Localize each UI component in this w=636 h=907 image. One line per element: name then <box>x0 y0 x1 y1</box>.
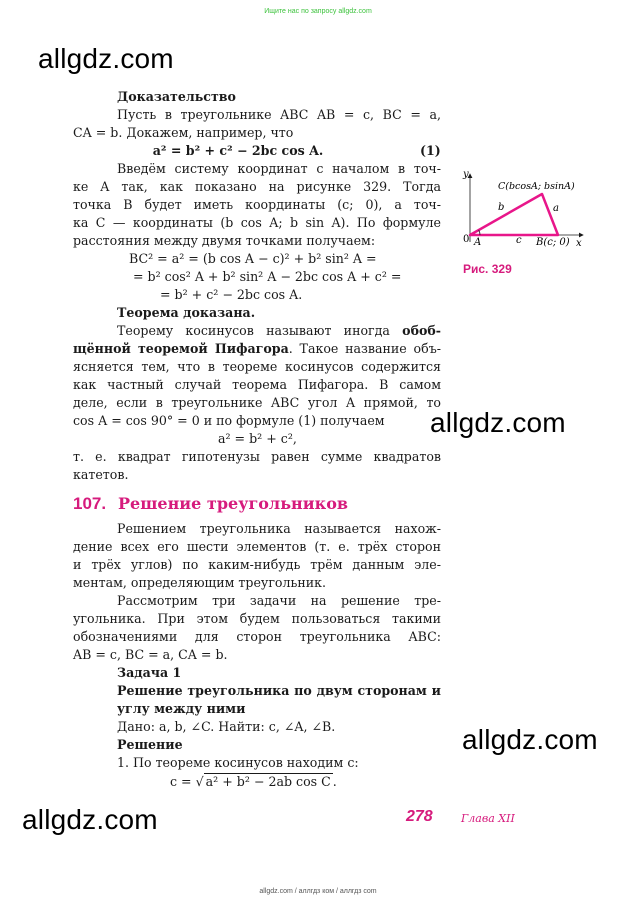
label-c-vertex: C(bcosA; bsinA) <box>498 181 575 192</box>
text-line: дение всех его шести элементов (т. е. трёх сторон <box>73 539 441 554</box>
text-line: как частный случай теорема Пифагора. В самом <box>73 377 441 392</box>
text-line <box>73 322 441 340</box>
bottom-link[interactable]: allgdz.com / аллгдз ком / аллгдз com <box>259 888 377 895</box>
task-subtitle: Решение треугольника по двум сторонам и <box>117 683 441 698</box>
watermark: allgdz.com <box>22 804 158 835</box>
formula-c <box>170 773 538 791</box>
text-span: c = <box>170 774 196 789</box>
equation-line: BC² = a² = (b cos A − c)² + b² sin² A = <box>129 251 377 266</box>
label-side-b: b <box>498 202 505 213</box>
equation-line: = b² cos² A + b² sin² A − 2bc cos A + c² = <box>133 269 402 284</box>
label-x: x <box>576 238 582 249</box>
solution-step: 1. По теореме косинусов находим c: <box>117 755 359 770</box>
text-line: ясняется тем, что в теореме косинусов содержится <box>73 359 441 374</box>
label-a-vertex: A <box>474 237 482 248</box>
label-side-a: a <box>553 203 559 214</box>
term-bold: щённой теоремой Пифагора <box>73 341 289 356</box>
figure-329 <box>455 162 595 252</box>
task-subtitle: углу между ними <box>117 701 246 716</box>
label-y: y <box>463 169 469 180</box>
text-line: Введём систему координат с началом в точ- <box>117 161 441 176</box>
watermark: allgdz.com <box>38 43 174 74</box>
text-span: Теорему косинусов называют иногда <box>117 323 403 338</box>
watermark: allgdz.com <box>430 407 566 438</box>
text-line <box>73 340 441 358</box>
label-side-c: c <box>516 235 522 246</box>
text-line: обозначениями для сторон треугольника ABC: <box>73 629 441 644</box>
text-line: т. е. квадрат гипотенузы равен сумме квадратов <box>73 449 441 464</box>
equation-line: a² = b² + c², <box>218 431 297 446</box>
text-line: расстояния между двумя точками получаем: <box>73 233 376 248</box>
solution-title: Решение <box>117 737 183 752</box>
sqrt-symbol: √ <box>195 774 204 789</box>
text-line: ке A так, как показано на рисунке 329. Тогда <box>73 179 441 194</box>
text-span: . Такое название объ- <box>288 341 441 356</box>
text-line: Рассмотрим три задачи на решение тре- <box>117 593 441 608</box>
task-given: Дано: a, b, ∠C. Найти: c, ∠A, ∠B. <box>117 719 336 734</box>
text-line: и трёх углов) по каким-нибудь трём данным эле- <box>73 557 441 572</box>
formula-1: a² = b² + c² − 2bc cos A. <box>152 143 324 158</box>
text-line: CA = b. Докажем, например, что <box>73 125 294 140</box>
text-line: катетов. <box>73 467 129 482</box>
figure-caption: Рис. 329 <box>463 262 512 276</box>
proof-title: Доказательство <box>117 89 236 104</box>
text-line: ментам, определяющим треугольник. <box>73 575 327 590</box>
text-line: деле, если в треугольнике ABC угол A прямой, то <box>73 395 441 410</box>
text-line: Решением треугольника называется нахож- <box>117 521 441 536</box>
text-line: точка B будет иметь координаты (c; 0), а точ- <box>73 197 441 212</box>
proof-end: Теорема доказана. <box>117 305 256 320</box>
equation-line: = b² + c² − 2bc cos A. <box>160 287 303 302</box>
chapter-label: Глава XII <box>461 812 515 825</box>
section-number: 107. <box>73 494 107 513</box>
watermark: allgdz.com <box>462 724 598 755</box>
label-origin: 0 <box>463 234 470 245</box>
top-link[interactable]: Ищите нас по запросу allgdz.com <box>264 8 372 15</box>
triangle-abc <box>470 194 558 235</box>
term-bold: обоб- <box>402 323 441 338</box>
task-title: Задача 1 <box>117 665 182 680</box>
text-line: cos A = cos 90° = 0 и по формуле (1) получаем <box>73 413 385 428</box>
text-line: AB = c, BC = a, CA = b. <box>73 647 228 662</box>
sqrt-radicand: a² + b² − 2ab cos C <box>205 774 331 789</box>
text-span: . <box>332 774 337 789</box>
section-title: Решение треугольников <box>118 494 348 513</box>
text-line: угольника. При этом будем пользоваться такими <box>73 611 441 626</box>
label-b-vertex: B(c; 0) <box>536 237 570 248</box>
page-number: 278 <box>406 808 433 825</box>
formula-number: (1) <box>420 143 441 158</box>
text-line: Пусть в треугольнике ABC AB = c, BC = a, <box>117 107 441 122</box>
text-line: ка C — координаты (b cos A; b sin A). По формуле <box>73 215 441 230</box>
